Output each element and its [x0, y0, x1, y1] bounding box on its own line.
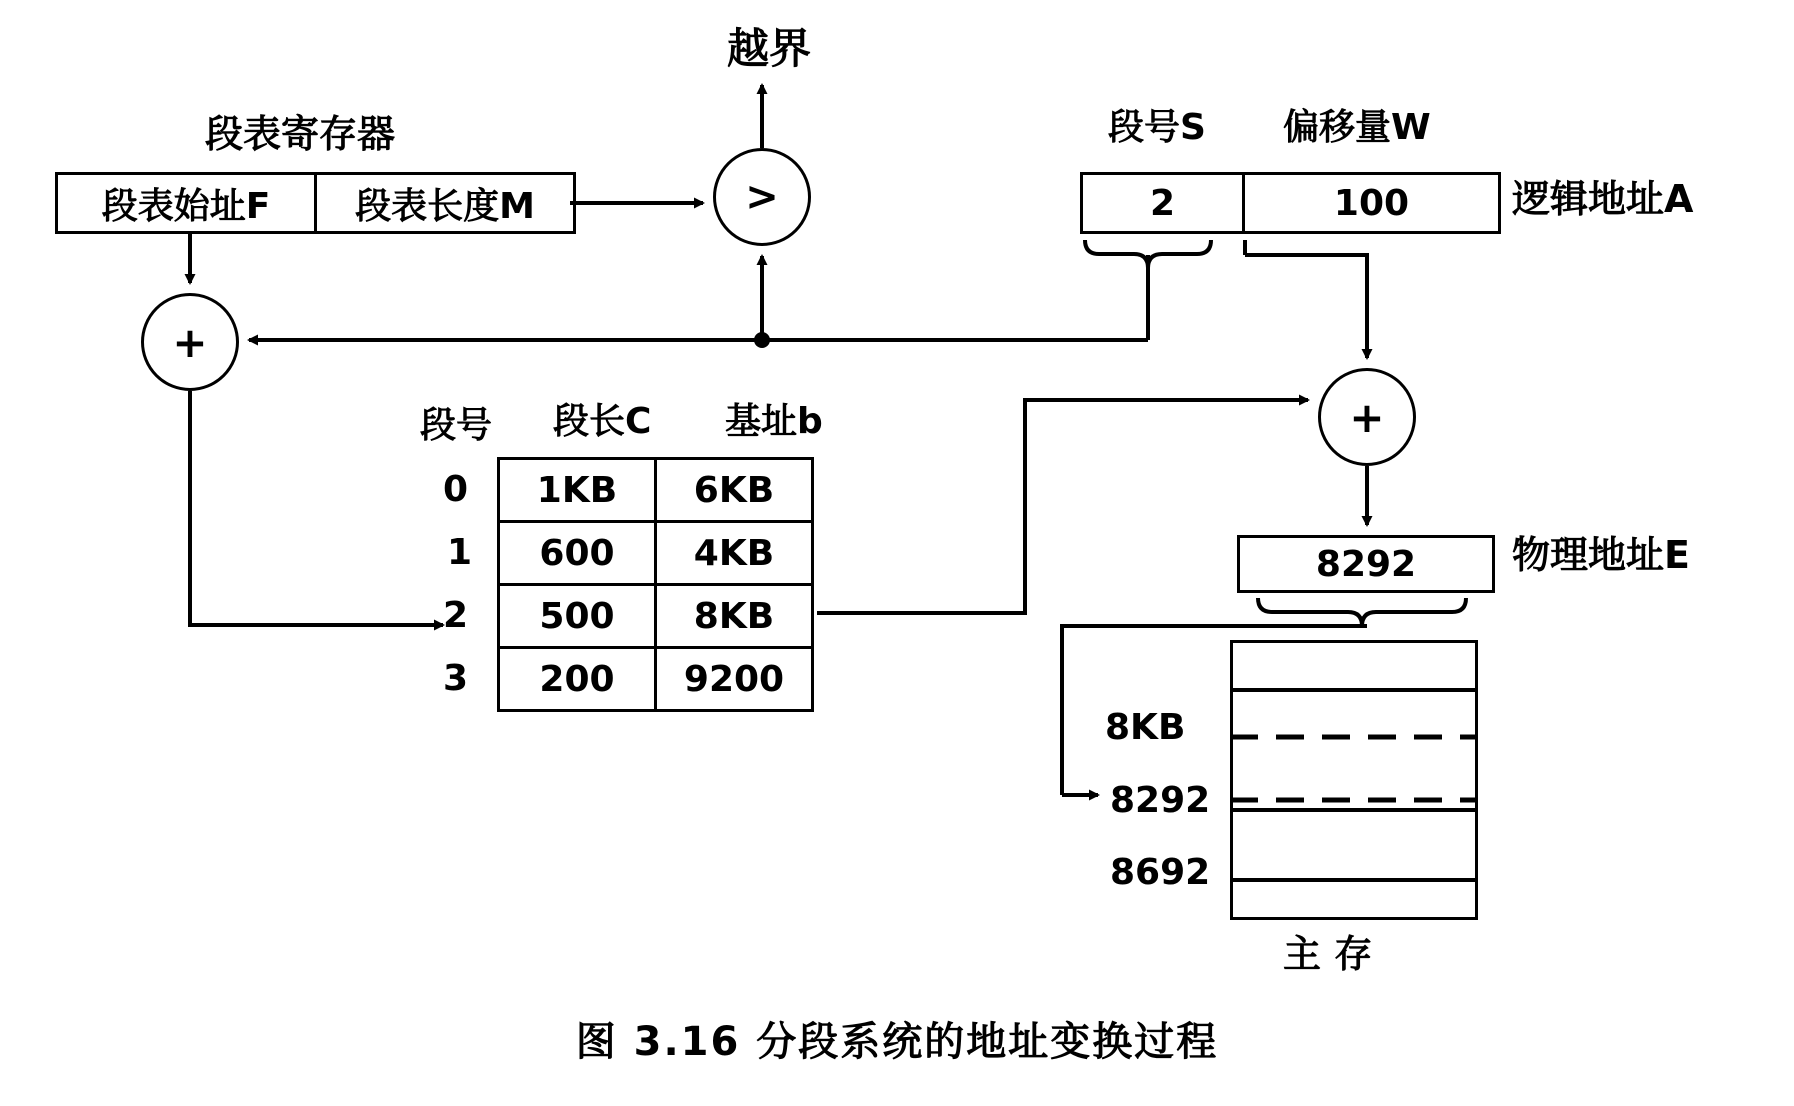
segment-table-row-index-0: 0 — [443, 469, 469, 510]
segment-table-col-base-label: 基址b — [725, 401, 823, 442]
segment-table-row-index-1: 1 — [447, 532, 473, 573]
segment-table-cell-length-2: 500 — [497, 583, 657, 649]
segment-table — [497, 457, 817, 715]
segment-table-col-length-label: 段长C — [553, 401, 652, 442]
segment-table-cell-base-3: 9200 — [654, 646, 814, 712]
figure-caption: 图 3.16 分段系统的地址变换过程 — [575, 1019, 1219, 1065]
memory-mark-8692: 8692 — [1110, 852, 1211, 893]
adder-left-node: + — [141, 293, 239, 391]
memory-mark-8kb: 8KB — [1105, 707, 1186, 748]
physical-address-side-label: 物理地址E — [1512, 533, 1690, 577]
main-memory-label: 主 存 — [1283, 932, 1373, 976]
segment-table-cell-base-0: 6KB — [654, 457, 814, 523]
segment-table-register-field-length: 段表长度M — [314, 172, 576, 234]
logical-address-segment-value: 2 — [1080, 172, 1245, 234]
overflow-label: 越界 — [727, 24, 812, 73]
segment-table-row-header-label: 段号 — [420, 405, 493, 446]
segment-table-register-field-start: 段表始址F — [55, 172, 317, 234]
segment-table-register-box — [55, 172, 570, 234]
segment-table-row-index-2: 2 — [443, 595, 469, 636]
memory-mark-8292: 8292 — [1110, 780, 1211, 821]
logical-address-box — [1080, 172, 1495, 234]
physical-address-box: 8292 — [1237, 535, 1495, 593]
main-memory-block — [1230, 640, 1478, 920]
adder-right-node: + — [1318, 368, 1416, 466]
segment-table-register-title: 段表寄存器 — [205, 112, 396, 156]
logical-address-side-label: 逻辑地址A — [1512, 177, 1694, 221]
comparator-node: > — [713, 148, 811, 246]
logical-address-header-seg: 段号S — [1108, 107, 1206, 148]
segment-table-row-index-3: 3 — [443, 658, 469, 699]
segment-table-cell-base-1: 4KB — [654, 520, 814, 586]
segment-table-cell-base-2: 8KB — [654, 583, 814, 649]
segment-table-cell-length-1: 600 — [497, 520, 657, 586]
segment-table-cell-length-3: 200 — [497, 646, 657, 712]
segment-table-cell-length-0: 1KB — [497, 457, 657, 523]
logical-address-header-offset: 偏移量W — [1283, 107, 1431, 148]
logical-address-offset-value: 100 — [1242, 172, 1501, 234]
